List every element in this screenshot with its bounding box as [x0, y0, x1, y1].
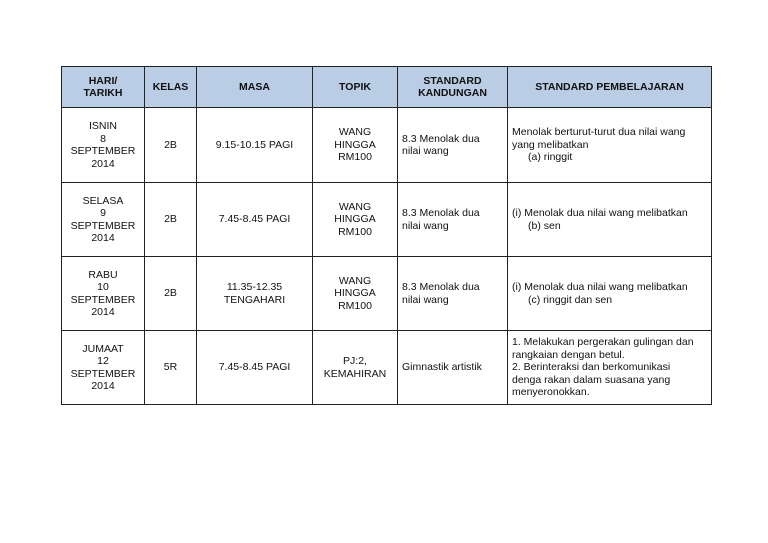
topik-line: HINGGA — [334, 213, 376, 226]
kandungan-line: 8.3 Menolak dua — [402, 207, 480, 219]
cell-masa — [197, 331, 313, 405]
header-topik: TOPIK — [313, 67, 398, 108]
cell-hari-tarikh — [62, 257, 145, 331]
pembelajaran-line: 1. Melakukan pergerakan gulingan dan — [512, 336, 694, 349]
table-row — [62, 108, 712, 183]
pembelajaran-line: Menolak berturut-turut dua nilai wang — [512, 126, 686, 139]
cell-standard-kandungan — [398, 183, 508, 257]
hari-line: SEPTEMBER — [70, 293, 136, 306]
topik-line: WANG — [338, 126, 372, 139]
topik-line: WANG — [338, 274, 372, 287]
header-tarikh-line: TARIKH — [83, 87, 123, 99]
masa-line: 11.35-12.35 — [226, 281, 283, 293]
hari-line: SEPTEMBER — [70, 219, 136, 232]
cell-topik — [313, 183, 398, 257]
kandungan-line: nilai wang — [402, 293, 449, 306]
lesson-schedule-table — [61, 66, 712, 405]
kandungan-line: nilai wang — [402, 145, 449, 157]
kandungan-line: 8.3 Menolak dua — [402, 281, 480, 293]
table-row — [62, 331, 712, 405]
table-row — [62, 257, 712, 331]
cell-topik — [313, 331, 398, 405]
hari-line: 12 — [97, 355, 109, 367]
pembelajaran-line: rangkaian dengan betul. — [512, 348, 625, 361]
topik-line: RM100 — [338, 151, 372, 164]
cell-standard-pembelajaran — [508, 257, 712, 331]
header-standard-pembelajaran: STANDARD PEMBELAJARAN — [508, 67, 712, 108]
hari-line: 8 — [100, 132, 106, 145]
header-sk-line-1: STANDARD — [423, 74, 482, 87]
kandungan-line: nilai wang — [402, 219, 449, 232]
cell-topik — [313, 108, 398, 183]
kandungan-line: 8.3 Menolak dua — [402, 132, 480, 145]
hari-line: 10 — [97, 281, 109, 293]
header-kelas: KELAS — [145, 67, 197, 108]
pembelajaran-sub-item: (b) sen — [528, 219, 561, 232]
cell-topik — [313, 257, 398, 331]
cell-kelas: 5R — [145, 331, 197, 405]
pembelajaran-line: denga rakan dalam suasana yang — [512, 373, 671, 386]
cell-hari-tarikh — [62, 108, 145, 183]
topik-line: WANG — [338, 200, 372, 213]
table-row — [62, 183, 712, 257]
hari-line: SEPTEMBER — [70, 145, 136, 157]
pembelajaran-sub-item: (c) ringgit dan sen — [528, 293, 613, 306]
masa-line: TENGAHARI — [223, 293, 286, 306]
topik-line: RM100 — [338, 225, 372, 238]
cell-hari-tarikh — [62, 183, 145, 257]
cell-hari-tarikh — [62, 331, 145, 405]
hari-line: JUMAAT — [82, 342, 124, 355]
header-hari-line: HARI/ — [88, 74, 118, 87]
hari-line: SELASA — [82, 194, 124, 207]
hari-line: 9 — [100, 207, 106, 219]
topik-line: KEMAHIRAN — [323, 367, 387, 380]
header-row — [62, 67, 712, 108]
header-standard-kandungan — [398, 67, 508, 108]
pembelajaran-line: yang melibatkan — [512, 138, 589, 151]
pembelajaran-line: (i) Menolak dua nilai wang melibatkan — [512, 281, 688, 293]
hari-line: 2014 — [91, 306, 115, 318]
topik-line: HINGGA — [334, 138, 376, 151]
pembelajaran-line: menyeronokkan. — [512, 386, 590, 399]
header-hari-tarikh — [62, 67, 145, 108]
cell-standard-kandungan — [398, 331, 508, 405]
cell-kelas: 2B — [145, 257, 197, 331]
hari-line: 2014 — [91, 232, 115, 244]
cell-kelas: 2B — [145, 108, 197, 183]
cell-masa — [197, 183, 313, 257]
cell-standard-kandungan — [398, 257, 508, 331]
cell-standard-pembelajaran — [508, 108, 712, 183]
header-masa: MASA — [197, 67, 313, 108]
cell-kelas: 2B — [145, 183, 197, 257]
cell-masa — [197, 108, 313, 183]
pembelajaran-line: (i) Menolak dua nilai wang melibatkan — [512, 207, 688, 219]
masa-line: 7.45-8.45 PAGI — [218, 361, 291, 374]
kandungan-line: Gimnastik artistik — [402, 361, 482, 374]
hari-line: SEPTEMBER — [70, 367, 136, 380]
topik-line: RM100 — [338, 299, 372, 312]
hari-line: 2014 — [91, 380, 115, 392]
pembelajaran-sub-item: (a) ringgit — [528, 151, 573, 164]
pembelajaran-line: 2. Berinteraksi dan berkomunikasi — [512, 361, 671, 374]
header-sk-line-2: KANDUNGAN — [418, 87, 487, 99]
topik-line: PJ:2, — [343, 355, 367, 367]
cell-standard-kandungan — [398, 108, 508, 183]
cell-masa — [197, 257, 313, 331]
masa-line: 7.45-8.45 PAGI — [218, 213, 291, 226]
cell-standard-pembelajaran — [508, 331, 712, 405]
hari-line: 2014 — [91, 157, 115, 170]
topik-line: HINGGA — [334, 287, 376, 300]
masa-line: 9.15-10.15 PAGI — [215, 138, 294, 151]
hari-line: ISNIN — [88, 120, 117, 132]
hari-line: RABU — [88, 268, 118, 281]
cell-standard-pembelajaran — [508, 183, 712, 257]
